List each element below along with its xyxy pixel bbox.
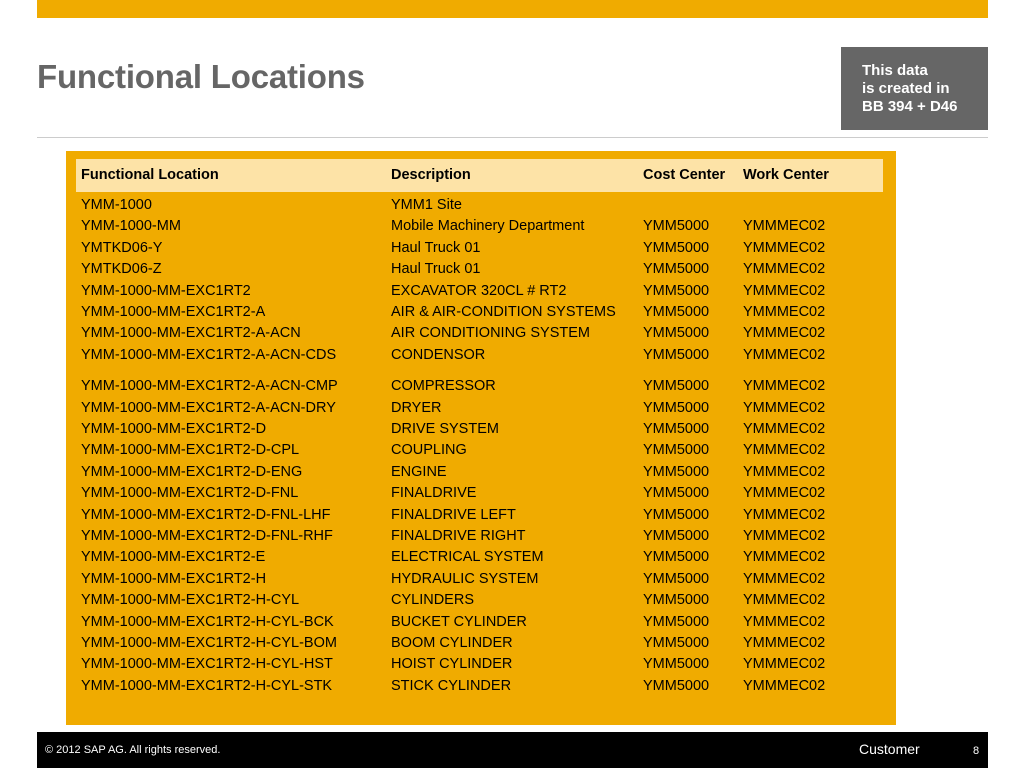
- table-row: [76, 614, 883, 634]
- table-row: [76, 635, 883, 655]
- cell-functional-location: YMM-1000-MM-EXC1RT2-H-CYL-HST: [81, 656, 333, 673]
- title-divider: [37, 137, 988, 138]
- data-source-note: [841, 47, 988, 130]
- cell-functional-location: YMM-1000-MM-EXC1RT2-H-CYL-STK: [81, 677, 333, 694]
- cell-description: FINALDRIVE LEFT: [391, 506, 516, 523]
- cell-description: ELECTRICAL SYSTEM: [391, 549, 544, 566]
- note-line: This data: [862, 62, 928, 79]
- table-row: [76, 421, 883, 441]
- cell-description: Mobile Machinery Department: [391, 218, 585, 235]
- cell-work-center: YMMMEC02: [743, 485, 826, 502]
- table-row: [76, 678, 883, 698]
- cell-work-center: YMMMEC02: [743, 378, 826, 395]
- table-row: [76, 485, 883, 505]
- cell-functional-location: YMM-1000-MM-EXC1RT2-D-FNL-LHF: [81, 506, 331, 523]
- cell-functional-location: YMM-1000-MM-EXC1RT2-E: [81, 549, 266, 566]
- cell-cost-center: YMM5000: [643, 261, 710, 278]
- header-description: Description: [391, 167, 471, 183]
- cell-cost-center: YMM5000: [643, 570, 710, 587]
- cell-work-center: YMMMEC02: [743, 506, 826, 523]
- copyright-notice: © 2012 SAP AG. All rights reserved.: [45, 744, 221, 756]
- cell-description: Haul Truck 01: [391, 239, 481, 256]
- cell-cost-center: YMM5000: [643, 239, 710, 256]
- cell-functional-location: YMM-1000-MM-EXC1RT2: [81, 282, 251, 299]
- cell-cost-center: YMM5000: [643, 325, 710, 342]
- cell-functional-location: YMM-1000-MM-EXC1RT2-A-ACN-DRY: [81, 399, 336, 416]
- cell-functional-location: YMM-1000-MM-EXC1RT2-D-FNL-RHF: [81, 528, 333, 544]
- cell-description: YMM1 Site: [391, 197, 462, 213]
- cell-description: COMPRESSOR: [391, 378, 496, 395]
- header-functional-location: Functional Location: [81, 167, 219, 183]
- cell-functional-location: YMM-1000-MM-EXC1RT2-H-CYL-BCK: [81, 613, 334, 630]
- cell-cost-center: YMM5000: [643, 304, 710, 320]
- table-row: [76, 528, 883, 548]
- cell-work-center: YMMMEC02: [743, 346, 826, 363]
- cell-work-center: YMMMEC02: [743, 218, 826, 235]
- cell-description: FINALDRIVE RIGHT: [391, 528, 526, 544]
- cell-cost-center: YMM5000: [643, 549, 710, 566]
- cell-cost-center: YMM5000: [643, 218, 710, 235]
- cell-work-center: YMMMEC02: [743, 463, 826, 480]
- cell-cost-center: YMM5000: [643, 485, 710, 502]
- cell-cost-center: YMM5000: [643, 592, 710, 609]
- cell-functional-location: YMM-1000-MM-EXC1RT2-A-ACN-CDS: [81, 346, 337, 363]
- cell-functional-location: YMM-1000-MM-EXC1RT2-A: [81, 304, 266, 320]
- cell-work-center: YMMMEC02: [743, 304, 826, 320]
- table-row: [76, 240, 883, 260]
- cell-cost-center: YMM5000: [643, 378, 710, 395]
- cell-work-center: YMMMEC02: [743, 442, 826, 459]
- cell-work-center: YMMMEC02: [743, 613, 826, 630]
- table-row: [76, 571, 883, 591]
- cell-description: AIR & AIR-CONDITION SYSTEMS: [391, 304, 616, 320]
- cell-cost-center: YMM5000: [643, 677, 710, 694]
- cell-cost-center: YMM5000: [643, 442, 710, 459]
- cell-description: HYDRAULIC SYSTEM: [391, 570, 539, 587]
- table-row: [76, 549, 883, 569]
- header-cost-center: Cost Center: [643, 167, 726, 183]
- header-work-center: Work Center: [743, 167, 829, 183]
- cell-description: Haul Truck 01: [391, 261, 481, 278]
- cell-functional-location: YMM-1000-MM-EXC1RT2-H-CYL-BOM: [81, 635, 337, 651]
- cell-description: BOOM CYLINDER: [391, 635, 513, 651]
- cell-work-center: YMMMEC02: [743, 421, 826, 437]
- cell-description: DRYER: [391, 399, 442, 416]
- table-row: [76, 592, 883, 612]
- cell-description: STICK CYLINDER: [391, 677, 512, 694]
- cell-description: EXCAVATOR 320CL # RT2: [391, 282, 567, 299]
- cell-cost-center: YMM5000: [643, 656, 710, 673]
- cell-work-center: YMMMEC02: [743, 570, 826, 587]
- table-row: [76, 442, 883, 462]
- cell-cost-center: YMM5000: [643, 346, 710, 363]
- cell-functional-location: YMTKD06-Z: [81, 261, 162, 278]
- table-row: [76, 400, 883, 420]
- cell-cost-center: YMM5000: [643, 635, 710, 651]
- cell-functional-location: YMTKD06-Y: [81, 239, 163, 256]
- page-title: Functional Locations: [37, 58, 365, 95]
- cell-functional-location: YMM-1000-MM-EXC1RT2-D: [81, 421, 267, 437]
- footer: [37, 732, 988, 768]
- cell-cost-center: YMM5000: [643, 421, 710, 437]
- cell-cost-center: YMM5000: [643, 282, 710, 299]
- table-row: [76, 261, 883, 281]
- cell-description: DRIVE SYSTEM: [391, 421, 499, 437]
- cell-work-center: YMMMEC02: [743, 282, 826, 299]
- table-row: [76, 464, 883, 484]
- functional-locations-table: [66, 151, 896, 725]
- page-number: 8: [973, 745, 980, 757]
- cell-cost-center: YMM5000: [643, 528, 710, 544]
- cell-functional-location: YMM-1000: [81, 197, 152, 213]
- cell-description: FINALDRIVE: [391, 485, 477, 502]
- cell-functional-location: YMM-1000-MM: [81, 218, 181, 235]
- top-accent-bar: [37, 0, 988, 18]
- cell-functional-location: YMM-1000-MM-EXC1RT2-D-FNL: [81, 485, 299, 502]
- cell-work-center: YMMMEC02: [743, 239, 826, 256]
- cell-description: ENGINE: [391, 463, 447, 480]
- table-row: [76, 347, 883, 367]
- cell-description: COUPLING: [391, 442, 467, 459]
- cell-description: AIR CONDITIONING SYSTEM: [391, 325, 590, 342]
- table-row: [76, 507, 883, 527]
- cell-work-center: YMMMEC02: [743, 656, 826, 673]
- note-line: is created in: [862, 80, 950, 97]
- cell-cost-center: YMM5000: [643, 399, 710, 416]
- table-row: [76, 197, 883, 217]
- cell-description: BUCKET CYLINDER: [391, 613, 527, 630]
- cell-work-center: YMMMEC02: [743, 635, 826, 651]
- cell-work-center: YMMMEC02: [743, 261, 826, 278]
- cell-work-center: YMMMEC02: [743, 399, 826, 416]
- cell-cost-center: YMM5000: [643, 613, 710, 630]
- cell-functional-location: YMM-1000-MM-EXC1RT2-A-ACN: [81, 325, 301, 342]
- table-row: [76, 378, 883, 398]
- table-body: [76, 151, 883, 725]
- note-line: BB 394 + D46: [862, 98, 958, 115]
- table-row: [76, 218, 883, 238]
- cell-work-center: YMMMEC02: [743, 325, 826, 342]
- cell-functional-location: YMM-1000-MM-EXC1RT2-H-CYL: [81, 592, 300, 609]
- table-row: [76, 656, 883, 676]
- cell-work-center: YMMMEC02: [743, 677, 826, 694]
- cell-cost-center: YMM5000: [643, 463, 710, 480]
- cell-functional-location: YMM-1000-MM-EXC1RT2-H: [81, 570, 267, 587]
- cell-description: HOIST CYLINDER: [391, 656, 513, 673]
- cell-work-center: YMMMEC02: [743, 549, 826, 566]
- table-row: [76, 304, 883, 324]
- cell-functional-location: YMM-1000-MM-EXC1RT2-D-ENG: [81, 463, 303, 480]
- cell-cost-center: YMM5000: [643, 506, 710, 523]
- cell-functional-location: YMM-1000-MM-EXC1RT2-D-CPL: [81, 442, 300, 459]
- table-row: [76, 283, 883, 303]
- cell-work-center: YMMMEC02: [743, 528, 826, 544]
- classification-label: Customer: [859, 741, 920, 757]
- cell-description: CONDENSOR: [391, 346, 486, 363]
- cell-functional-location: YMM-1000-MM-EXC1RT2-A-ACN-CMP: [81, 378, 338, 395]
- cell-description: CYLINDERS: [391, 592, 474, 609]
- cell-work-center: YMMMEC02: [743, 592, 826, 609]
- table-row: [76, 325, 883, 345]
